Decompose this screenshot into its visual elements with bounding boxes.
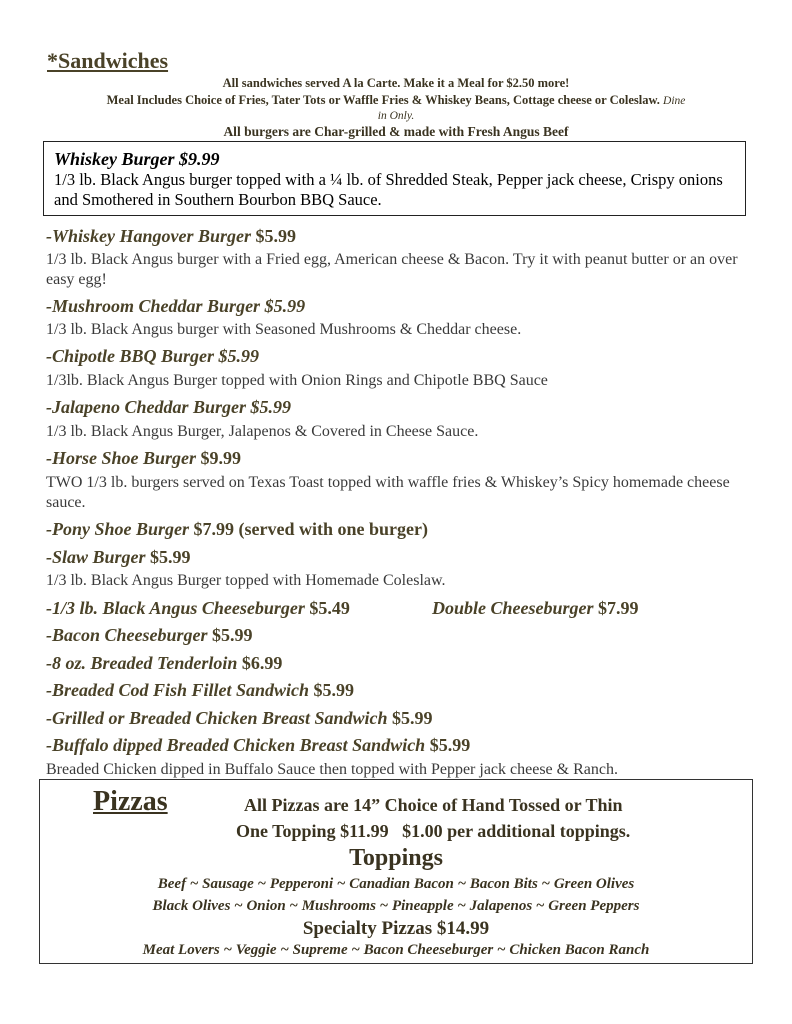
dine-in-only: in Only. [377,110,415,122]
featured-item-name: Whiskey Burger $9.99 [54,149,220,169]
menu-item-desc: 1/3 lb. Black Angus Burger topped with Homemade Coleslaw. [46,572,446,589]
toppings-list-2: Black Olives ~ Onion ~ Mushrooms ~ Pineapple ~ Jalapenos ~ Green Peppers [152,898,640,914]
toppings-list-1: Beef ~ Sausage ~ Pepperoni ~ Canadian Bacon ~ Bacon Bits ~ Green Olives [157,876,635,892]
menu-item: -Mushroom Cheddar Burger $5.99 [46,296,306,316]
specialty-pizzas-title: Specialty Pizzas $14.99 [302,918,490,939]
menu-item: -8 oz. Breaded Tenderloin $6.99 [46,653,283,673]
menu-item: -Buffalo dipped Breaded Chicken Breast Sandwich $5.99 [46,735,471,755]
menu-item-desc: TWO 1/3 lb. burgers served on Texas Toast topped with waffle fries & Whiskey’s Spicy homemade cheese sauce. [46,474,730,511]
menu-item-desc: 1/3 lb. Black Angus burger with Seasoned Mushrooms & Cheddar cheese. [46,321,522,338]
menu-item: -Pony Shoe Burger $7.99 (served with one burger) [46,519,428,539]
pizza-size-note: All Pizzas are 14” Choice of Hand Tossed or Thin [244,795,623,815]
menu-item-desc: 1/3lb. Black Angus Burger topped with Onion Rings and Chipotle BBQ Sauce [46,372,548,389]
specialty-pizzas-list: Meat Lovers ~ Veggie ~ Supreme ~ Bacon Cheeseburger ~ Chicken Bacon Ranch [142,942,650,958]
menu-item: -Jalapeno Cheddar Burger $5.99 [46,397,292,417]
featured-item-box [43,141,746,216]
menu-item-extra: Double Cheeseburger $7.99 [432,598,639,618]
menu-item: -Whiskey Hangover Burger $5.99 [46,226,297,246]
meal-includes-text: Meal Includes Choice of Fries, Tater Tots or Waffle Fries & Whiskey Beans, Cottage cheese or Coleslaw. [106,93,660,107]
menu-item: -Grilled or Breaded Chicken Breast Sandwich $5.99 [46,708,433,728]
menu-item-desc: 1/3 lb. Black Angus burger with a Fried egg, American cheese & Bacon. Try it with peanut butter or an over easy egg! [46,251,738,288]
meal-includes [40,93,752,108]
pizza-price-note: One Topping $11.99 $1.00 per additional toppings. [236,821,631,841]
menu-item-desc: 1/3 lb. Black Angus Burger, Jalapenos & Covered in Cheese Sauce. [46,423,479,440]
dine-in-note: Dine [663,95,686,107]
featured-item-desc: 1/3 lb. Black Angus burger topped with a ¼ lb. of Shredded Steak, Pepper jack cheese, Crispy onions and Smothered in Southern Bourbon BBQ Sauce. [54,170,723,209]
pizzas-title: Pizzas [93,786,168,817]
toppings-title: Toppings [349,845,443,871]
menu-item: -Chipotle BBQ Burger $5.99 [46,346,260,366]
burger-note: All burgers are Char-grilled & made with Fresh Angus Beef [223,124,569,139]
meal-note: All sandwiches served A la Carte. Make it a Meal for $2.50 more! [222,76,570,90]
menu-item: -Slaw Burger $5.99 [46,547,191,567]
menu-item: -1/3 lb. Black Angus Cheeseburger $5.49 [46,598,350,618]
menu-item-desc: Breaded Chicken dipped in Buffalo Sauce then topped with Pepper jack cheese & Ranch. [46,761,618,778]
menu-item: -Horse Shoe Burger $9.99 [46,448,242,468]
menu-item: -Bacon Cheeseburger $5.99 [46,625,253,645]
sandwiches-title: *Sandwiches [47,48,169,73]
menu-item: -Breaded Cod Fish Fillet Sandwich $5.99 [46,680,355,700]
